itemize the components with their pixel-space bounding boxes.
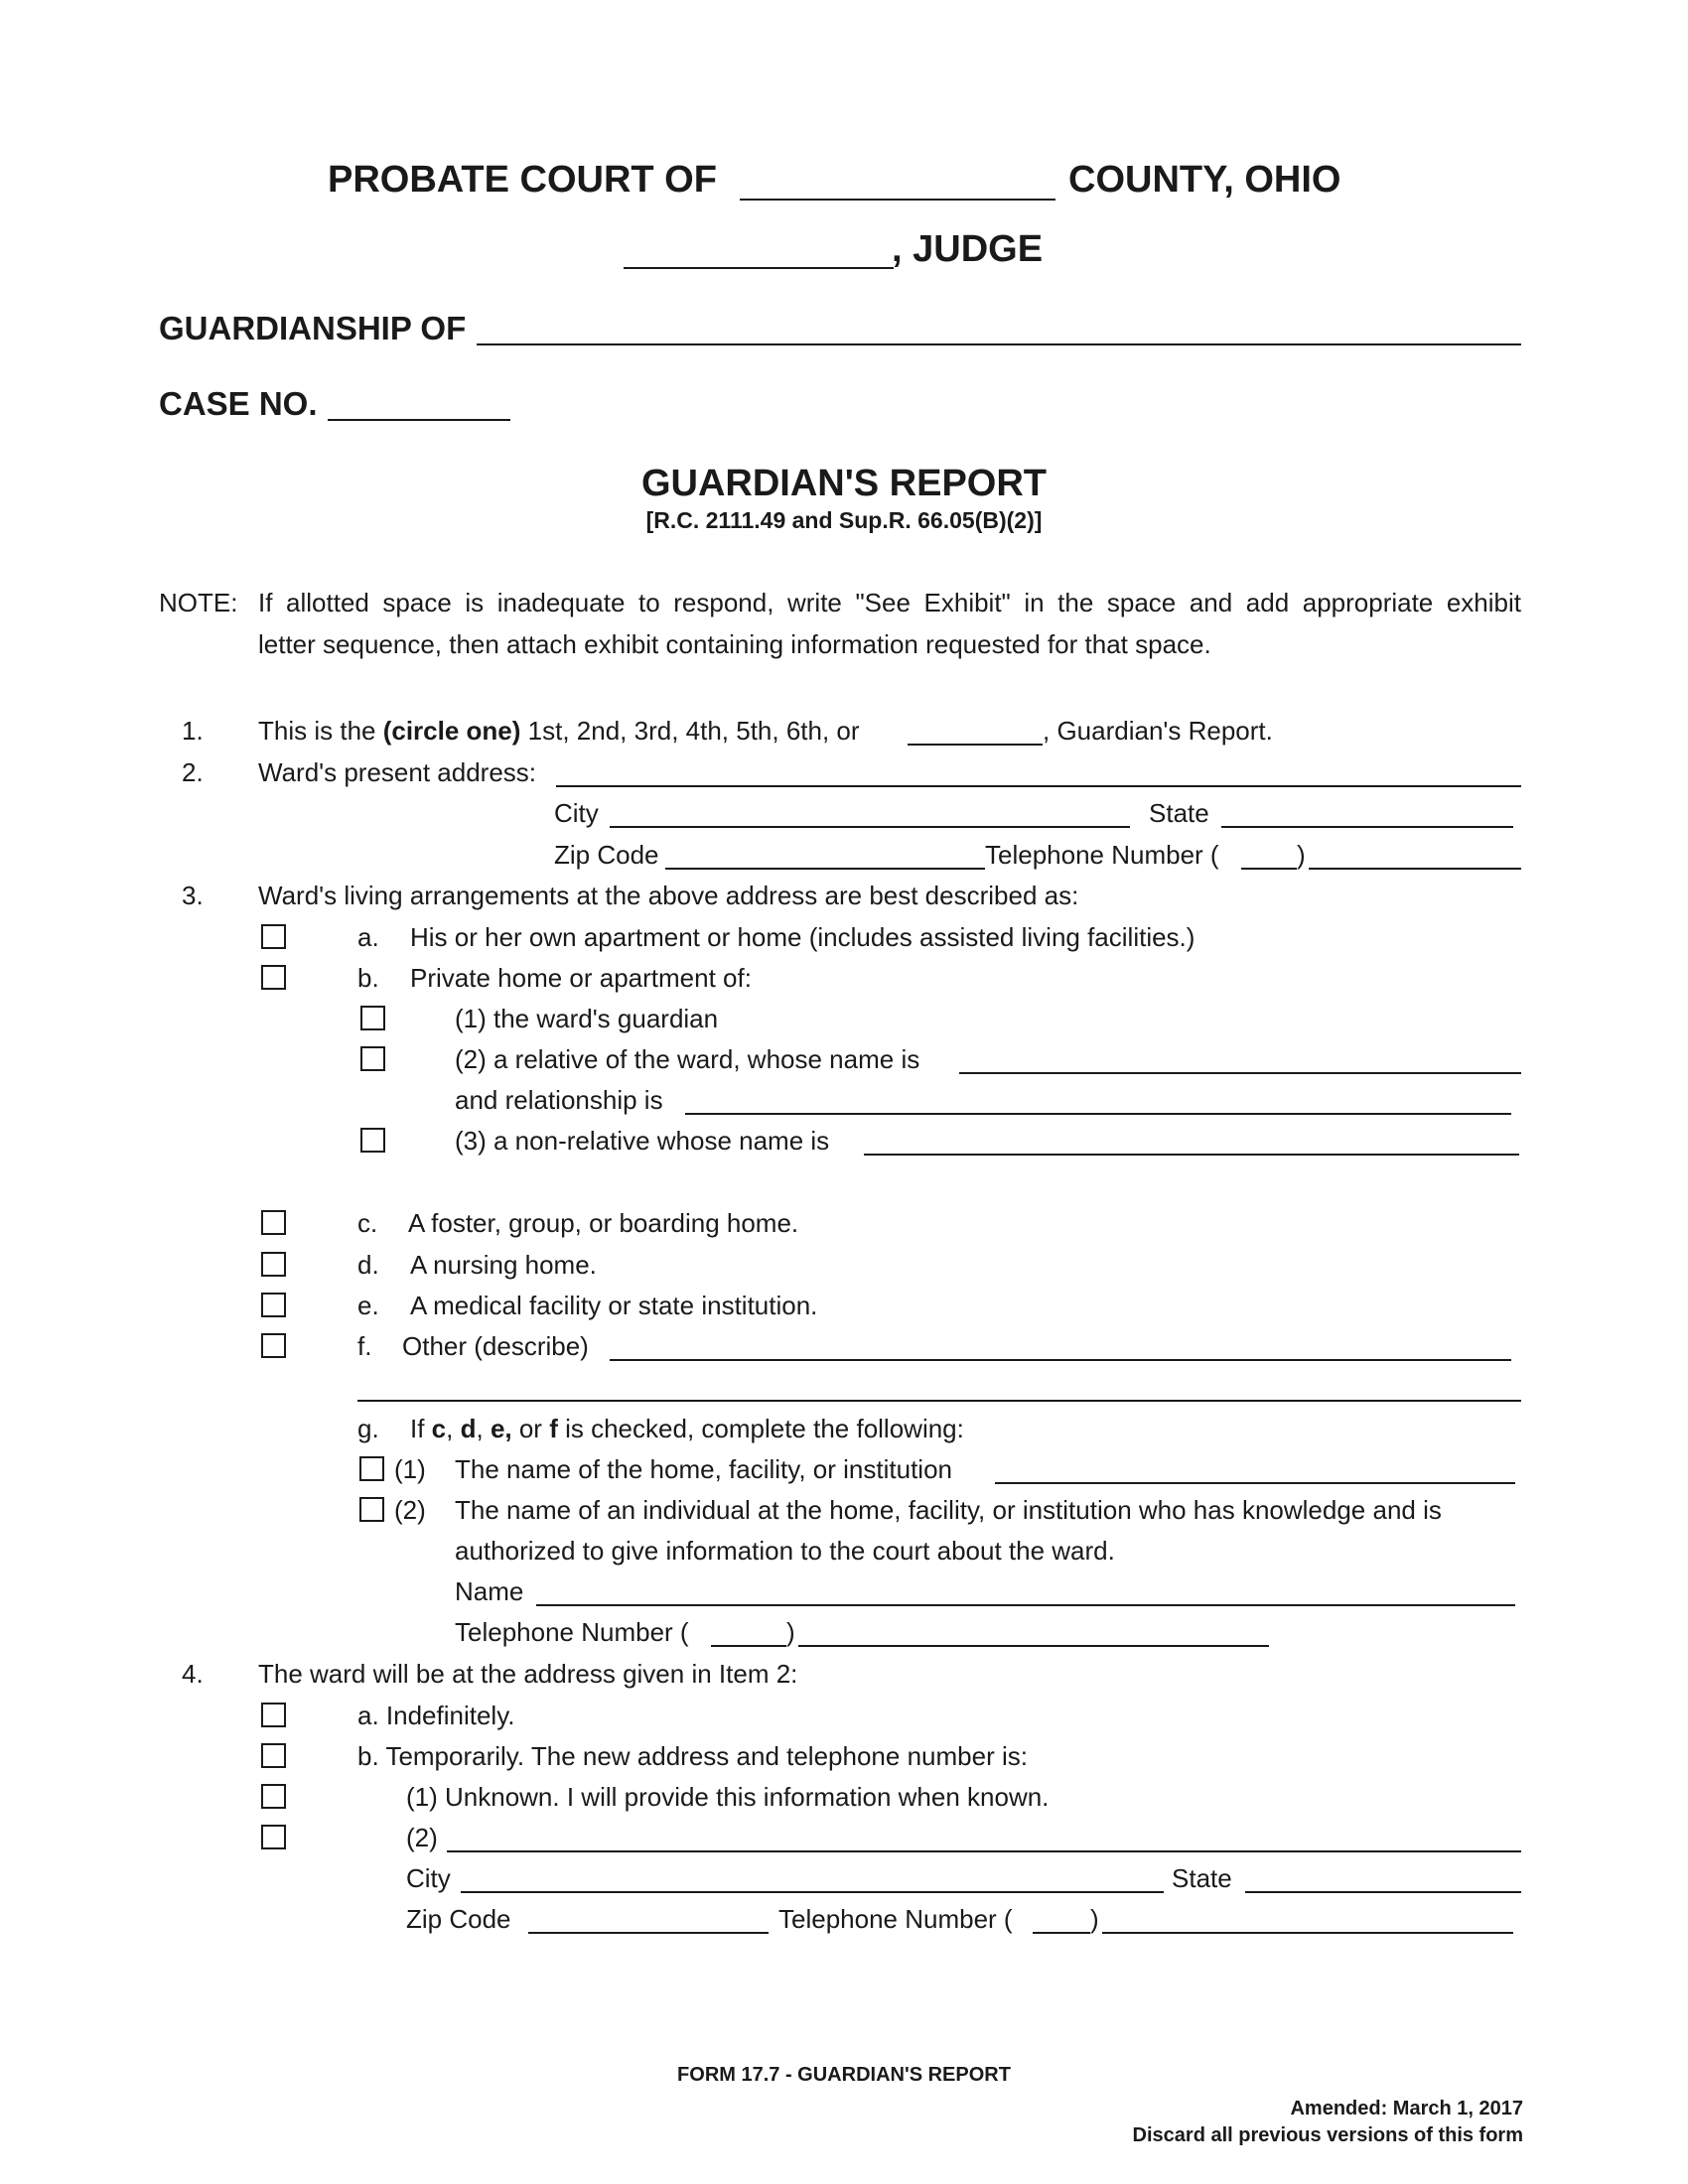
letter-3e: e. — [357, 1291, 379, 1320]
checkbox-3b3[interactable] — [360, 1128, 385, 1153]
new-state-label: State — [1172, 1863, 1232, 1893]
new-phone-label: Telephone Number ( — [778, 1904, 1013, 1934]
checkbox-4a[interactable] — [261, 1703, 286, 1727]
guardianship-label: GUARDIANSHIP OF — [159, 310, 467, 346]
living-arrangements-label: Ward's living arrangements at the above address are best described as: — [258, 881, 1079, 910]
judge-name-field[interactable] — [624, 267, 894, 269]
city-label: City — [554, 798, 599, 828]
relative-name-field[interactable] — [959, 1072, 1521, 1074]
report-title: GUARDIAN'S REPORT — [640, 463, 1048, 504]
note-line-2: letter sequence, then attach exhibit containing information requested for that space. — [258, 629, 1211, 659]
facility-name-field[interactable] — [995, 1482, 1515, 1484]
g-if: If — [410, 1414, 432, 1443]
checkbox-3b1[interactable] — [360, 1006, 385, 1030]
item-4-number: 4. — [182, 1659, 204, 1689]
item-4-label: The ward will be at the address given in Item 2: — [258, 1659, 798, 1689]
phone-label: Telephone Number ( — [985, 840, 1219, 870]
checkbox-3a[interactable] — [261, 924, 286, 949]
case-label: CASE NO. — [159, 385, 318, 422]
court-prefix: PROBATE COURT OF — [328, 159, 717, 201]
amended-date: Amended: March 1, 2017 — [1290, 2098, 1523, 2119]
other-describe-field[interactable] — [610, 1359, 1511, 1361]
item-1-pre: This is the — [258, 716, 383, 746]
g1-text: The name of the home, facility, or institution — [455, 1454, 952, 1484]
checkbox-4b[interactable] — [261, 1743, 286, 1768]
g-comma-1: , — [446, 1414, 461, 1443]
relationship-label: and relationship is — [455, 1085, 663, 1115]
option-3e-text: A medical facility or state institution. — [410, 1291, 818, 1320]
zip-label: Zip Code — [554, 840, 659, 870]
new-zip-label: Zip Code — [406, 1904, 511, 1934]
checkbox-4b2[interactable] — [261, 1825, 286, 1849]
judge-label: , JUDGE — [892, 228, 1044, 270]
g-rest: is checked, complete the following: — [557, 1414, 964, 1443]
ward-zip-field[interactable] — [665, 868, 985, 870]
new-phone-close: ) — [1090, 1904, 1099, 1934]
other-describe-field-2[interactable] — [357, 1400, 1521, 1402]
g-c: c — [431, 1414, 447, 1443]
new-city-label: City — [406, 1863, 451, 1893]
item-1-post: , Guardian's Report. — [1043, 716, 1273, 746]
relationship-field[interactable] — [685, 1113, 1511, 1115]
new-city-field[interactable] — [461, 1891, 1164, 1893]
form-name-footer: FORM 17.7 - GUARDIAN'S REPORT — [677, 2064, 1011, 2086]
ward-address-field[interactable] — [556, 785, 1521, 787]
ward-phone-field[interactable] — [1309, 868, 1521, 870]
option-3b2-text: (2) a relative of the ward, whose name is — [455, 1044, 920, 1074]
option-3b3-text: (3) a non-relative whose name is — [455, 1126, 830, 1156]
contact-phone-field[interactable] — [798, 1645, 1269, 1647]
option-3g-text — [410, 1413, 964, 1444]
checkbox-3g2[interactable] — [359, 1497, 384, 1522]
option-3c-text: A foster, group, or boarding home. — [408, 1208, 799, 1238]
case-number-field[interactable] — [328, 419, 510, 421]
option-3b1-text: (1) the ward's guardian — [455, 1004, 719, 1033]
new-area-code-field[interactable] — [1033, 1932, 1090, 1934]
letter-3c: c. — [357, 1208, 378, 1238]
court-suffix: COUNTY, OHIO — [1068, 159, 1341, 201]
option-4b1-text: (1) Unknown. I will provide this information when known. — [406, 1782, 1050, 1812]
discard-notice: Discard all previous versions of this form — [1132, 2124, 1523, 2146]
item-3-number: 3. — [182, 881, 204, 910]
item-1-number: 1. — [182, 716, 204, 746]
new-phone-field[interactable] — [1102, 1932, 1513, 1934]
county-field[interactable] — [740, 199, 1055, 201]
note-line-1: If allotted space is inadequate to respond, write "See Exhibit" in the space and add appropriate exhibit — [258, 588, 1521, 617]
option-3b-text: Private home or apartment of: — [410, 963, 752, 993]
option-4a-text: a. Indefinitely. — [357, 1701, 515, 1730]
letter-3g: g. — [357, 1414, 379, 1443]
checkbox-3b2[interactable] — [360, 1046, 385, 1071]
guardianship-of-field[interactable] — [477, 343, 1521, 345]
checkbox-3f[interactable] — [261, 1333, 286, 1358]
phone-close-paren: ) — [1297, 840, 1306, 870]
address-label: Ward's present address: — [258, 757, 537, 787]
option-3d-text: A nursing home. — [410, 1250, 597, 1280]
g-comma-2: , — [476, 1414, 491, 1443]
letter-3f: f. — [357, 1331, 372, 1361]
new-address-field[interactable] — [447, 1850, 1521, 1852]
contact-phone-close: ) — [786, 1617, 795, 1647]
checkbox-3g1[interactable] — [359, 1456, 384, 1481]
letter-3b: b. — [357, 963, 379, 993]
new-state-field[interactable] — [1245, 1891, 1521, 1893]
report-number-options[interactable]: 1st, 2nd, 3rd, 4th, 5th, 6th, or — [520, 716, 860, 746]
option-3a-text: His or her own apartment or home (includes assisted living facilities.) — [410, 922, 1196, 952]
g1-number: (1) — [394, 1454, 426, 1484]
g2-number: (2) — [394, 1495, 426, 1525]
checkbox-4b1[interactable] — [261, 1784, 286, 1809]
checkbox-3d[interactable] — [261, 1252, 286, 1277]
contact-area-code-field[interactable] — [711, 1645, 786, 1647]
g2-line-2: authorized to give information to the court about the ward. — [455, 1536, 1115, 1566]
g-f: f — [549, 1414, 558, 1443]
report-number-other-field[interactable] — [908, 744, 1043, 746]
g-d: d — [460, 1414, 477, 1443]
letter-3a: a. — [357, 922, 379, 952]
letter-3d: d. — [357, 1250, 379, 1280]
contact-name-field[interactable] — [536, 1604, 1515, 1606]
checkbox-3c[interactable] — [261, 1210, 286, 1235]
contact-name-label: Name — [455, 1576, 524, 1606]
ward-area-code-field[interactable] — [1241, 868, 1297, 870]
new-zip-field[interactable] — [528, 1932, 769, 1934]
item-1-text — [258, 715, 860, 747]
g2-line-1: The name of an individual at the home, facility, or institution who has knowledge and is — [455, 1495, 1442, 1525]
checkbox-3e[interactable] — [261, 1293, 286, 1317]
ward-city-field[interactable] — [610, 826, 1130, 828]
contact-phone-label: Telephone Number ( — [455, 1617, 689, 1647]
state-label: State — [1149, 798, 1209, 828]
ward-state-field[interactable] — [1221, 826, 1513, 828]
g-e: e, — [490, 1414, 512, 1443]
option-3f-text: Other (describe) — [402, 1331, 589, 1361]
checkbox-3b[interactable] — [261, 965, 286, 990]
note-label: NOTE: — [159, 588, 238, 617]
g-or: or — [511, 1414, 550, 1443]
statute-citation: [R.C. 2111.49 and Sup.R. 66.05(B)(2)] — [645, 507, 1043, 533]
option-4b2-number: (2) — [406, 1823, 438, 1852]
circle-one-label: (circle one) — [382, 716, 521, 746]
non-relative-name-field[interactable] — [864, 1154, 1519, 1156]
option-4b-text: b. Temporarily. The new address and telephone number is: — [357, 1741, 1028, 1771]
item-2-number: 2. — [182, 757, 204, 787]
